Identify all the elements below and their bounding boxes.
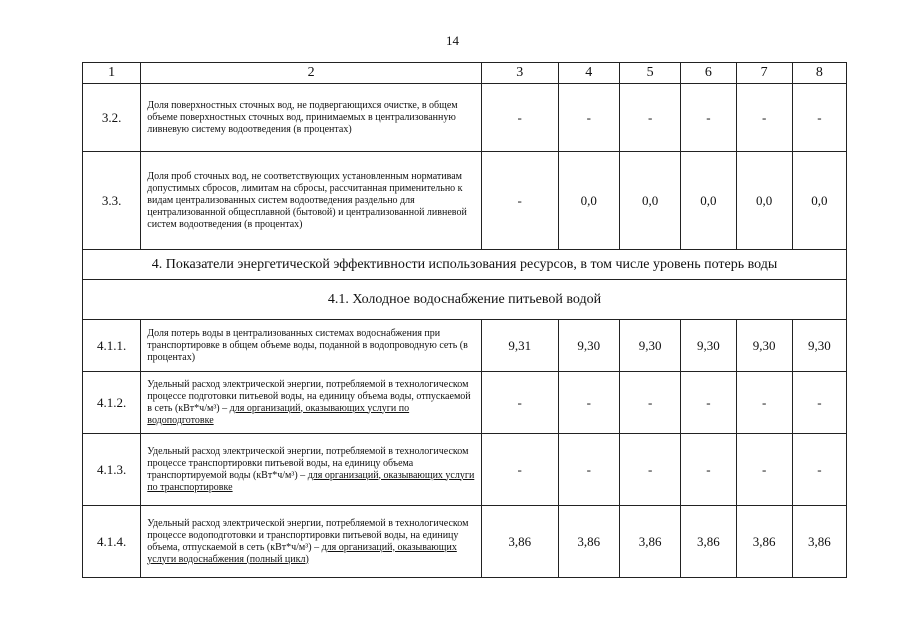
value-cell: - bbox=[619, 434, 680, 506]
value-cell: 9,30 bbox=[681, 320, 736, 372]
row-description: Доля проб сточных вод, не соответствующих установленным нормативам допустимых сбросов, лимитам на сбросы, рассчитанная применительно к видам централизованных систем водоотведения раздельно для централизованной общесплавной (бытовой) и централизованной ливневой систем водоотведения (в процентах) bbox=[141, 152, 482, 250]
indicators-table bbox=[82, 62, 847, 578]
table-row bbox=[83, 320, 847, 372]
subsection-title: 4.1. Холодное водоснабжение питьевой водой bbox=[83, 280, 847, 320]
value-cell: - bbox=[736, 84, 792, 152]
value-cell: 3,86 bbox=[736, 506, 792, 578]
value-cell: 0,0 bbox=[792, 152, 846, 250]
underlined-text: для организаций, оказывающих услуги водоснабжения (полный цикл) bbox=[147, 541, 457, 565]
row-number: 4.1.4. bbox=[83, 506, 141, 578]
value-cell: 0,0 bbox=[558, 152, 619, 250]
table-row bbox=[83, 152, 847, 250]
value-cell: - bbox=[736, 372, 792, 434]
value-cell: - bbox=[481, 84, 558, 152]
value-cell: 3,86 bbox=[481, 506, 558, 578]
value-cell: 9,31 bbox=[481, 320, 558, 372]
table-row bbox=[83, 434, 847, 506]
row-number: 3.3. bbox=[83, 152, 141, 250]
header-cell: 3 bbox=[481, 63, 558, 84]
row-description: Доля потерь воды в централизованных системах водоснабжения при транспортировке в общем объеме воды, поданной в водопроводную сеть (в процентах) bbox=[141, 320, 482, 372]
table-row bbox=[83, 84, 847, 152]
value-cell: - bbox=[681, 434, 736, 506]
value-cell: - bbox=[619, 372, 680, 434]
header-cell: 8 bbox=[792, 63, 846, 84]
value-cell: - bbox=[481, 372, 558, 434]
underlined-text: для организаций, оказывающих услуги по водоподготовке bbox=[147, 402, 410, 426]
row-number: 4.1.1. bbox=[83, 320, 141, 372]
value-cell: - bbox=[558, 372, 619, 434]
value-cell: 3,86 bbox=[681, 506, 736, 578]
section-row bbox=[83, 250, 847, 280]
header-cell: 1 bbox=[83, 63, 141, 84]
value-cell: 9,30 bbox=[736, 320, 792, 372]
table-row bbox=[83, 372, 847, 434]
value-cell: 0,0 bbox=[736, 152, 792, 250]
value-cell: - bbox=[481, 152, 558, 250]
value-cell: 9,30 bbox=[558, 320, 619, 372]
page-number: 14 bbox=[446, 33, 459, 48]
row-description: Удельный расход электрической энергии, потребляемой в технологическом процессе водоподготовки и транспортировки питьевой воды, на единицу объема, отпускаемой в сеть (кВт*ч/м³) – для организаций, оказывающих услуги водоснабжения (полный цикл) bbox=[141, 506, 482, 578]
section-title: 4. Показатели энергетической эффективности использования ресурсов, в том числе уровень потерь воды bbox=[83, 250, 847, 280]
value-cell: - bbox=[792, 372, 846, 434]
header-cell: 7 bbox=[736, 63, 792, 84]
underlined-text: для организаций, оказывающих услуги по транспортировке bbox=[147, 469, 475, 493]
row-description: Удельный расход электрической энергии, потребляемой в технологическом процессе транспортировки питьевой воды, на единицу объема транспортируемой воды (кВт*ч/м³) – для организаций, оказывающих услуги по транспортировке bbox=[141, 434, 482, 506]
value-cell: - bbox=[619, 84, 680, 152]
value-cell: 0,0 bbox=[681, 152, 736, 250]
value-cell: - bbox=[558, 434, 619, 506]
header-row bbox=[83, 63, 847, 84]
value-cell: - bbox=[681, 84, 736, 152]
header-cell: 2 bbox=[141, 63, 482, 84]
value-cell: 3,86 bbox=[558, 506, 619, 578]
value-cell: 9,30 bbox=[792, 320, 846, 372]
value-cell: 9,30 bbox=[619, 320, 680, 372]
value-cell: 3,86 bbox=[619, 506, 680, 578]
value-cell: - bbox=[792, 434, 846, 506]
row-number: 3.2. bbox=[83, 84, 141, 152]
value-cell: - bbox=[736, 434, 792, 506]
header-cell: 4 bbox=[558, 63, 619, 84]
row-description: Удельный расход электрической энергии, потребляемой в технологическом процессе подготовки питьевой воды, на единицу объема воды, отпускаемой в сеть (кВт*ч/м³) – для организаций, оказывающих услуги по водоподготовке bbox=[141, 372, 482, 434]
value-cell: - bbox=[558, 84, 619, 152]
value-cell: 3,86 bbox=[792, 506, 846, 578]
header-cell: 5 bbox=[619, 63, 680, 84]
row-description: Доля поверхностных сточных вод, не подвергающихся очистке, в общем объеме поверхностных сточных вод, принимаемых в централизованную ливневую систему водоотведения (в процентах) bbox=[141, 84, 482, 152]
row-number: 4.1.2. bbox=[83, 372, 141, 434]
header-cell: 6 bbox=[681, 63, 736, 84]
table-row bbox=[83, 506, 847, 578]
section-row bbox=[83, 280, 847, 320]
value-cell: - bbox=[792, 84, 846, 152]
row-number: 4.1.3. bbox=[83, 434, 141, 506]
value-cell: - bbox=[481, 434, 558, 506]
value-cell: - bbox=[681, 372, 736, 434]
value-cell: 0,0 bbox=[619, 152, 680, 250]
